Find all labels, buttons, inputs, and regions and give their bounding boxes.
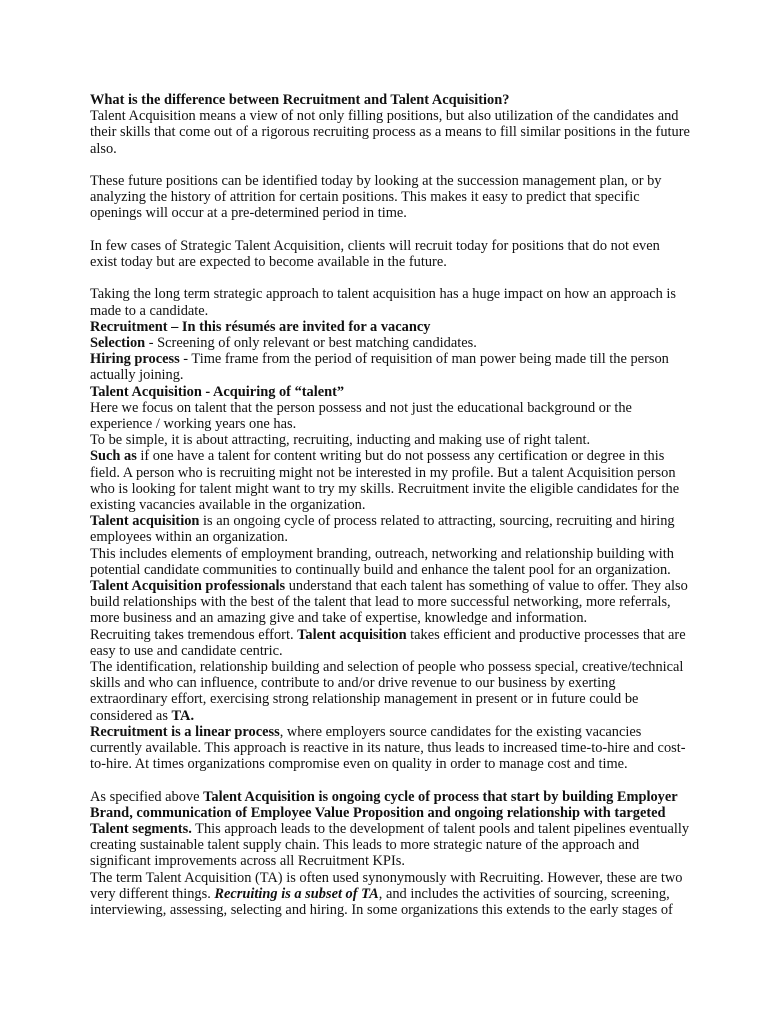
paragraph-gap bbox=[90, 772, 690, 788]
document-title: What is the difference between Recruitment and Talent Acquisition? bbox=[90, 92, 510, 108]
paragraph-ta-cycle: Talent acquisition is an ongoing cycle of process related to attracting, sourcing, recruiting and hiring employees within an organization. bbox=[90, 513, 675, 546]
paragraph-long-term: Taking the long term strategic approach to talent acquisition has a huge impact on how an approach is made to a candidate. bbox=[90, 286, 677, 319]
paragraph-selection: Selection - Screening of only relevant or best matching candidates. bbox=[90, 335, 477, 351]
paragraph-ta-definition: Talent Acquisition means a view of not only filling positions, but also utilization of the candidates and their skills that come out of a rigorous recruiting process as a means to fill similar positions in the future also. bbox=[90, 108, 690, 157]
paragraph-strategic-ta: In few cases of Strategic Talent Acquisition, clients will recruit today for positions that do not even exist today but are expected to become available in the future. bbox=[90, 237, 660, 270]
paragraph-hiring-process: Hiring process - Time frame from the period of requisition of man power being made till the person actually joining. bbox=[90, 351, 669, 384]
paragraph-gap bbox=[90, 270, 690, 286]
document-page bbox=[90, 92, 690, 918]
paragraph-such-as: Such as if one have a talent for content writing but do not possess any certification or degree in this field. A person who is recruiting might not be interested in my profile. But a talent Acquisition person who is looking for talent might want to try my skills. Recruitment invite the eligible candidates for the existing vacancies available in the organization. bbox=[90, 448, 680, 514]
paragraph-focus-talent: Here we focus on talent that the person possess and not just the educational background or the experience / working years one has. bbox=[90, 399, 632, 433]
paragraph-future-positions: These future positions can be identified today by looking at the succession management plan, or by analyzing the history of attrition for certain positions. This makes it easy to predict that specific openings will occur at a pre-determined period in time. bbox=[90, 173, 662, 222]
paragraph-employment-branding: This includes elements of employment branding, outreach, networking and relationship building with potential candidate communities to continually build and enhance the talent pool for an organization. bbox=[90, 545, 674, 578]
heading-recruitment: Recruitment – In this résumés are invited for a vacancy bbox=[90, 318, 431, 335]
paragraph-linear-process: Recruitment is a linear process, where employers source candidates for the existing vacancies currently available. This approach is reactive in its nature, thus leads to increased time-to-hire and cost-to-hire. At times organizations compromise even on quality in order to manage cost and time. bbox=[90, 723, 686, 773]
paragraph-gap bbox=[90, 222, 690, 238]
paragraph-term-ta: The term Talent Acquisition (TA) is often used synonymously with Recruiting. However, these are two very different things. Recruiting is a subset of TA, and includes the activities of sourcing, screening, interviewing, assessing, selecting and hiring. In some organizations this extends to the early stages of bbox=[90, 869, 683, 919]
heading-talent-acquisition: Talent Acquisition - Acquiring of “talent” bbox=[90, 383, 345, 400]
paragraph-ta-professionals: Talent Acquisition professionals understand that each talent has something of value to offer. They also build relationships with the best of the talent that lead to more successful networking, more referrals, more business and an amazing give and take of expertise, knowledge and information. bbox=[90, 578, 688, 627]
paragraph-identification: The identification, relationship building and selection of people who possess special, creative/technical skills and who can influence, contribute to and/or drive revenue to our business by exerting extraordinary effort, exercising strong relationship management in present or in future could be considered as TA. bbox=[90, 659, 684, 724]
paragraph-gap bbox=[90, 157, 690, 173]
paragraph-as-specified: As specified above Talent Acquisition is ongoing cycle of process that start by building Employer Brand, communication of Employee Value Proposition and ongoing relationship with targeted Talent segments. This approach leads to the development of talent pools and talent pipelines eventually creating sustainable talent supply chain. This leads to more strategic nature of the approach and significant improvements across all Recruitment KPIs. bbox=[90, 788, 690, 870]
paragraph-to-be-simple: To be simple, it is about attracting, recruiting, inducting and making use of right talent. bbox=[90, 432, 591, 449]
paragraph-recruiting-effort: Recruiting takes tremendous effort. Talent acquisition takes efficient and productive processes that are easy to use and candidate centric. bbox=[90, 626, 686, 659]
